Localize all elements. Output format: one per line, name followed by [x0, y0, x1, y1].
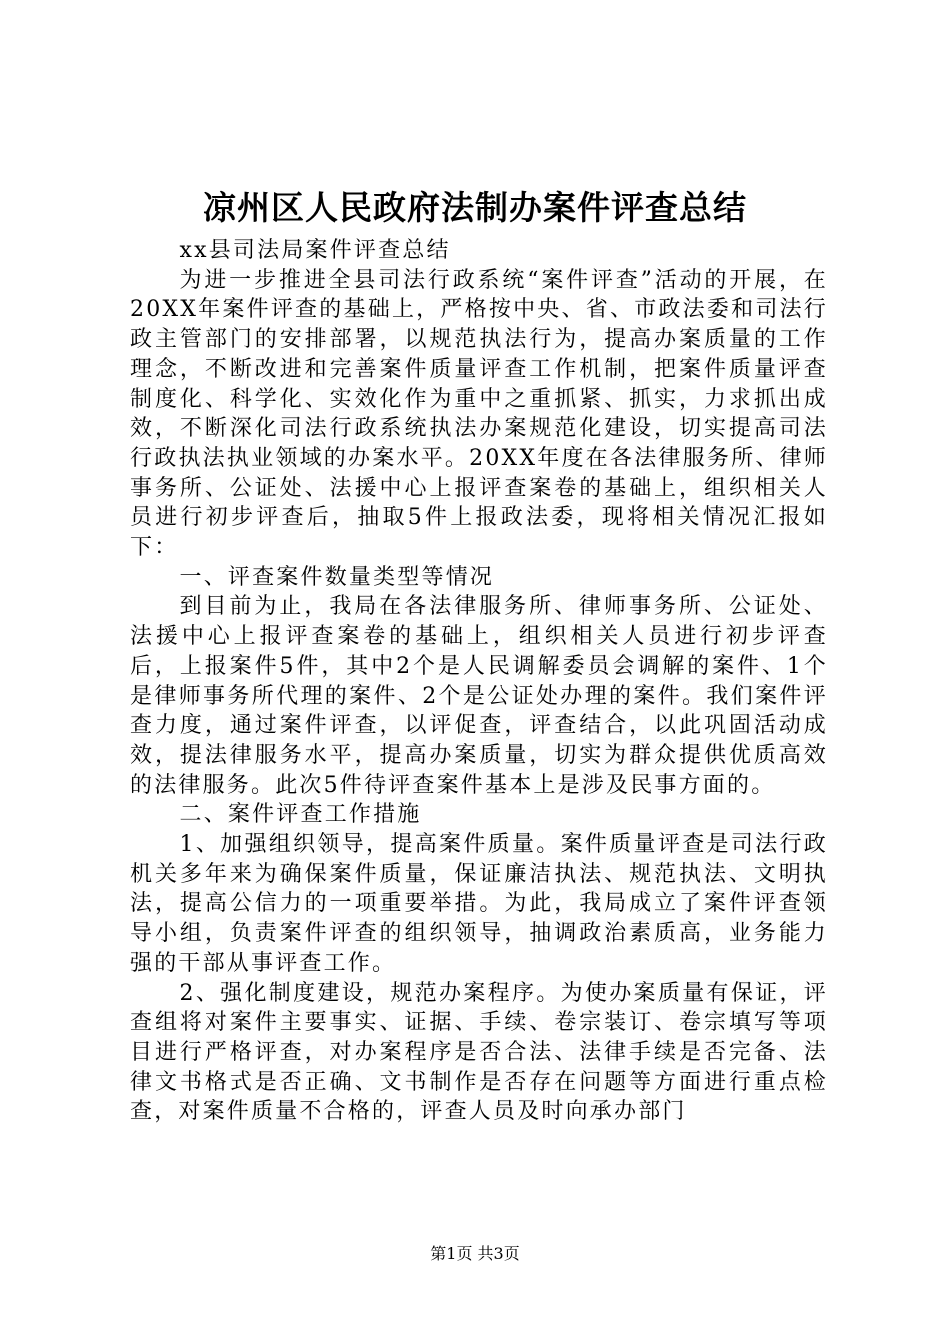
- paragraph-subtitle: xx县司法局案件评查总结: [179, 238, 451, 263]
- page-footer: 第1页 共3页: [430, 1244, 520, 1263]
- section-heading-1: 一、评查案件数量类型等情况: [179, 564, 495, 590]
- paragraph-measure-2: 2、强化制度建设，规范办案程序。为使办案质量有保证，评查组将对案件主要事实、证据、手续、卷宗装订、卷宗填写等项目进行严格评查，对办案程序是否合法、法律手续是否完备、法律文书格式是否正确、文书制作是否存在问题等方面进行重点检查，对案件质量不合格的，评查人员及时向承办部门: [130, 980, 828, 1125]
- paragraph-measure-1: 1、加强组织领导，提高案件质量。案件质量评查是司法行政机关多年来为确保案件质量，保证廉洁执法、规范执法、文明执法，提高公信力的一项重要举措。为此，我局成立了案件评查领导小组，负责案件评查的组织领导，抽调政治素质高，业务能力强的干部从事评查工作。: [130, 832, 828, 976]
- document-title: 凉州区人民政府法制办案件评查总结: [203, 188, 747, 227]
- document-body: [130, 236, 828, 1127]
- section-heading-2: 二、案件评查工作措施: [179, 802, 422, 828]
- paragraph-intro: 为进一步推进全县司法行政系统“案件评查”活动的开展，在20XX年案件评查的基础上，严格按中央、省、市政法委和司法行政主管部门的安排部署，以规范执法行为，提高办案质量的工作理念，不断改进和完善案件质量评查工作机制，把案件质量评查制度化、科学化、实效化作为重中之重抓紧、抓实，力求抓出成效，不断深化司法行政系统执法办案规范化建设，切实提高司法行政执法执业领域的办案水平。20XX年度在各法律服务所、律师事务所、公证处、法援中心上报评查案卷的基础上，组织相关人员进行初步评查后，抽取5件上报政法委，现将相关情况汇报如下：: [130, 267, 828, 561]
- paragraph-section-1: 到目前为止，我局在各法律服务所、律师事务所、公证处、法援中心上报评查案卷的基础上，组织相关人员进行初步评查后，上报案件5件，其中2个是人民调解委员会调解的案件、1个是律师事务所代理的案件、2个是公证处办理的案件。我们案件评查力度，通过案件评查，以评促查，评查结合，以此巩固活动成效，提法律服务水平，提高办案质量，切实为群众提供优质高效的法律服务。此次5件待评查案件基本上是涉及民事方面的。: [130, 594, 828, 798]
